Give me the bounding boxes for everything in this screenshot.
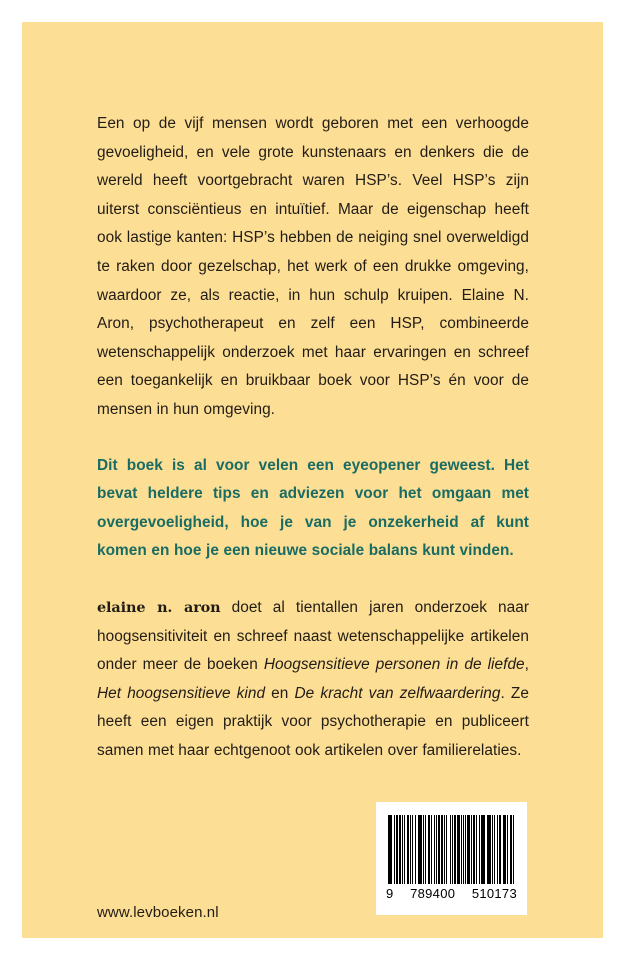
barcode-bar bbox=[461, 815, 462, 884]
barcode-bar bbox=[499, 815, 502, 884]
publisher-website-url[interactable]: www.levboeken.nl bbox=[97, 904, 219, 921]
barcode-bar bbox=[396, 815, 399, 884]
barcode-bar bbox=[465, 815, 467, 884]
barcode-bar bbox=[388, 815, 391, 884]
barcode-bar bbox=[471, 815, 472, 884]
book-back-cover bbox=[22, 22, 603, 938]
barcode-digits bbox=[386, 886, 517, 901]
barcode-bar bbox=[434, 815, 436, 884]
bio-text-part-two: . Ze heeft een eigen praktijk voor psychotherapie en publiceert samen met haar echtgenoot ook artikelen over familierelaties. bbox=[97, 684, 529, 759]
barcode-bar bbox=[483, 815, 485, 884]
barcode-bar bbox=[513, 815, 514, 884]
author-bio-paragraph bbox=[97, 594, 529, 766]
barcode-bar bbox=[507, 815, 508, 884]
barcode-bar bbox=[481, 815, 483, 884]
author-name: elaine n. aron bbox=[97, 598, 221, 616]
barcode-bar bbox=[425, 815, 426, 884]
barcode-bar bbox=[444, 815, 445, 884]
barcode-bar bbox=[407, 815, 409, 884]
bio-separator-one: , bbox=[524, 656, 529, 674]
barcode-bar bbox=[494, 815, 495, 884]
barcode-bars-graphic bbox=[388, 815, 515, 884]
book-title-hoogsensitieve-personen-in-de-liefde: Hoogsensitieve personen in de liefde bbox=[263, 656, 525, 674]
barcode-bar bbox=[428, 815, 431, 884]
isbn-barcode bbox=[376, 802, 527, 915]
cover-text-column bbox=[97, 110, 529, 765]
highlight-paragraph: Dit boek is al voor velen een eyeopener geweest. Het bevat heldere tips en adviezen voor het omgaan met overgevoeligheid, hoe je van je onzekerheid af kunt komen en hoe je een nieuwe sociale balans kunt vinden. bbox=[97, 456, 529, 560]
barcode-bar bbox=[412, 815, 414, 884]
barcode-bar bbox=[441, 815, 443, 884]
barcode-bar bbox=[391, 815, 392, 884]
barcode-bar bbox=[450, 815, 452, 884]
barcode-bar bbox=[399, 815, 401, 884]
book-title-het-hoogsensitieve-kind: Het hoogsensitieve kind bbox=[97, 684, 266, 702]
barcode-bar bbox=[492, 815, 493, 884]
barcode-bar bbox=[404, 815, 405, 884]
barcode-digit-lead: 9 bbox=[386, 886, 394, 901]
barcode-bar bbox=[488, 815, 491, 884]
barcode-bar bbox=[473, 815, 475, 884]
barcode-bar bbox=[438, 815, 441, 884]
barcode-bar bbox=[476, 815, 477, 884]
barcode-bar bbox=[457, 815, 460, 884]
barcode-bar bbox=[467, 815, 470, 884]
barcode-bar bbox=[454, 815, 456, 884]
bio-text-part-one: doet al tientallen jaren onderzoek naar hoogsensitiviteit en schreef naast wetenschappelijke artikelen onder meer de boeken bbox=[97, 598, 529, 674]
barcode-bar bbox=[510, 815, 512, 884]
barcode-bar bbox=[431, 815, 432, 884]
intro-paragraph: Een op de vijf mensen wordt geboren met een verhoogde gevoeligheid, en vele grote kunstenaars en denkers die de wereld heeft voortgebracht waren HSP’s. Veel HSP’s zijn uiterst consciëntieus en intuïtief. Maar de eigenschap heeft ook lastige kanten: HSP’s hebben de neiging snel overweldigd te raken door gezelschap, het werk of een drukke omgeving, waardoor ze, als reactie, in hun schulp kruipen. Elaine N. Aron, psychotherapeut en zelf een HSP, combineerde wetenschappelijk onderzoek met haar ervaringen en schreef een toegankelijk en bruikbaar boek voor HSP’s én voor de mensen in hun omgeving. bbox=[97, 115, 529, 418]
barcode-bar bbox=[504, 815, 506, 884]
bio-separator-two: en bbox=[265, 684, 295, 702]
barcode-digits-right-group: 510173 bbox=[471, 886, 517, 901]
book-title-de-kracht-van-zelfwaardering: De kracht van zelfwaardering bbox=[294, 684, 501, 702]
barcode-bar bbox=[419, 815, 422, 884]
barcode-digits-left-group: 789400 bbox=[410, 886, 456, 901]
barcode-bar bbox=[446, 815, 447, 884]
barcode-bar bbox=[415, 815, 416, 884]
